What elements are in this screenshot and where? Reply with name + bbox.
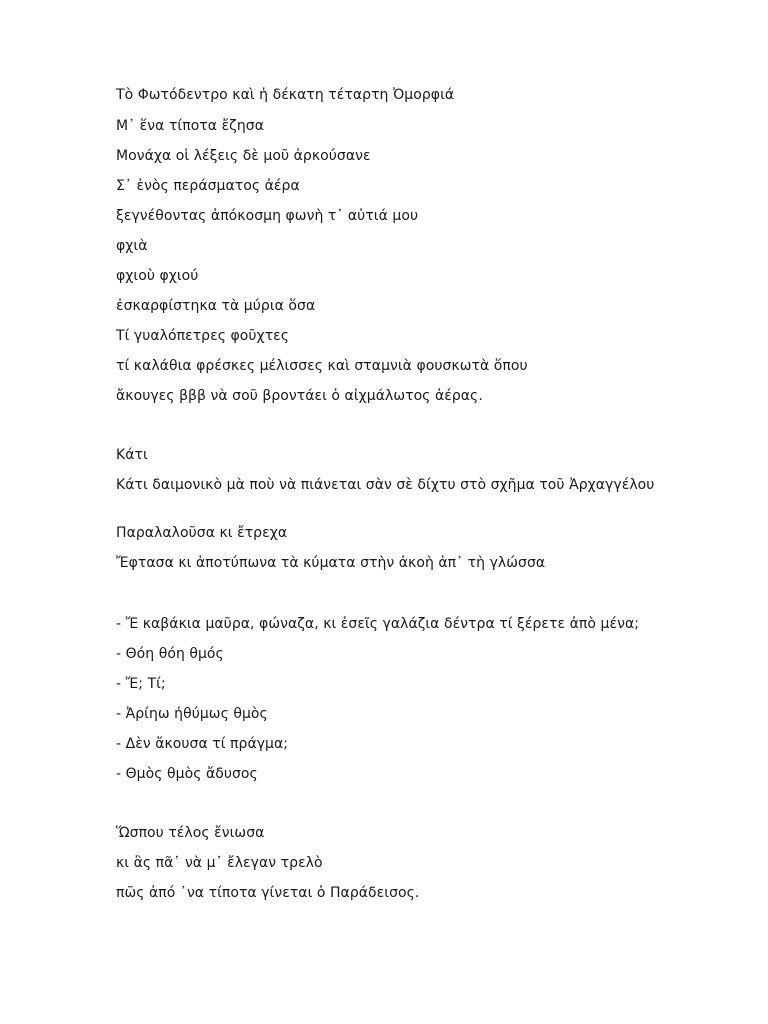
poem-line: Τί γυαλόπετρες φοῦχτες — [116, 328, 290, 344]
poem-line: Μ᾽ ἕνα τίποτα ἔζησα — [116, 118, 264, 134]
poem-title: Τὸ Φωτόδεντρο καὶ ἡ δέκατη τέταρτη Ὀμορφιά — [116, 87, 455, 103]
dialogue-line: - Θόη θόη θμός — [116, 646, 224, 662]
poem-line: κι ἂς πᾶ᾽ νὰ μ᾽ ἔλεγαν τρελὸ — [116, 855, 323, 871]
poem-line: ἐσκαρφίστηκα τὰ μύρια ὅσα — [116, 298, 316, 314]
poem-line: φχιοὺ φχιού — [116, 268, 199, 284]
poem-line: τί καλάθια φρέσκες μέλισσες καὶ σταμνιὰ φουσκωτὰ ὅπου — [116, 358, 528, 374]
poem-line: ἄκουγες βββ νὰ σοῦ βροντάει ὁ αἰχμάλωτος ἀέρας. — [116, 388, 483, 404]
dialogue-line: - Ἔ καβάκια μαῦρα, φώναζα, κι ἐσεῖς γαλάζια δέντρα τί ξέρετε ἀπὸ μένα; — [116, 616, 640, 632]
dialogue-line: - Δὲν ἄκουσα τί πράγμα; — [116, 736, 289, 752]
poem-line: Ἔφτασα κι ἀποτύπωνα τὰ κύματα στὴν ἀκοὴ ἀπ᾽ τὴ γλώσσα — [116, 555, 546, 571]
poem-line: Ὥσπου τέλος ἔνιωσα — [116, 825, 265, 841]
poem-line: Μονάχα οἱ λέξεις δὲ μοῦ ἀρκούσανε — [116, 148, 371, 164]
poem-line: ξεγνέθοντας ἀπόκοσμη φωνὴ τ᾽ αὐτιά μου — [116, 208, 419, 224]
poem-line: φχιὰ — [116, 238, 148, 254]
poem-line: Σ᾽ ἑνὸς περάσματος ἀέρα — [116, 178, 300, 194]
poem-line: Παραλαλοῦσα κι ἔτρεχα — [116, 525, 288, 541]
poem-line: πῶς ἀπό ᾽να τίποτα γίνεται ὁ Παράδεισος. — [116, 885, 420, 901]
dialogue-line: - Ἔ; Τί; — [116, 676, 166, 692]
poem-line: Κάτι δαιμονικὸ μὰ ποὺ νὰ πιάνεται σὰν σὲ δίχτυ στὸ σχῆμα τοῦ Ἀρχαγγέλου — [116, 477, 655, 493]
poem-line: Κάτι — [116, 447, 148, 463]
dialogue-line: - Θμὸς θμὸς ἄδυσος — [116, 766, 258, 782]
dialogue-line: - Ἀρίηω ἠθύμως θμὸς — [116, 706, 268, 722]
